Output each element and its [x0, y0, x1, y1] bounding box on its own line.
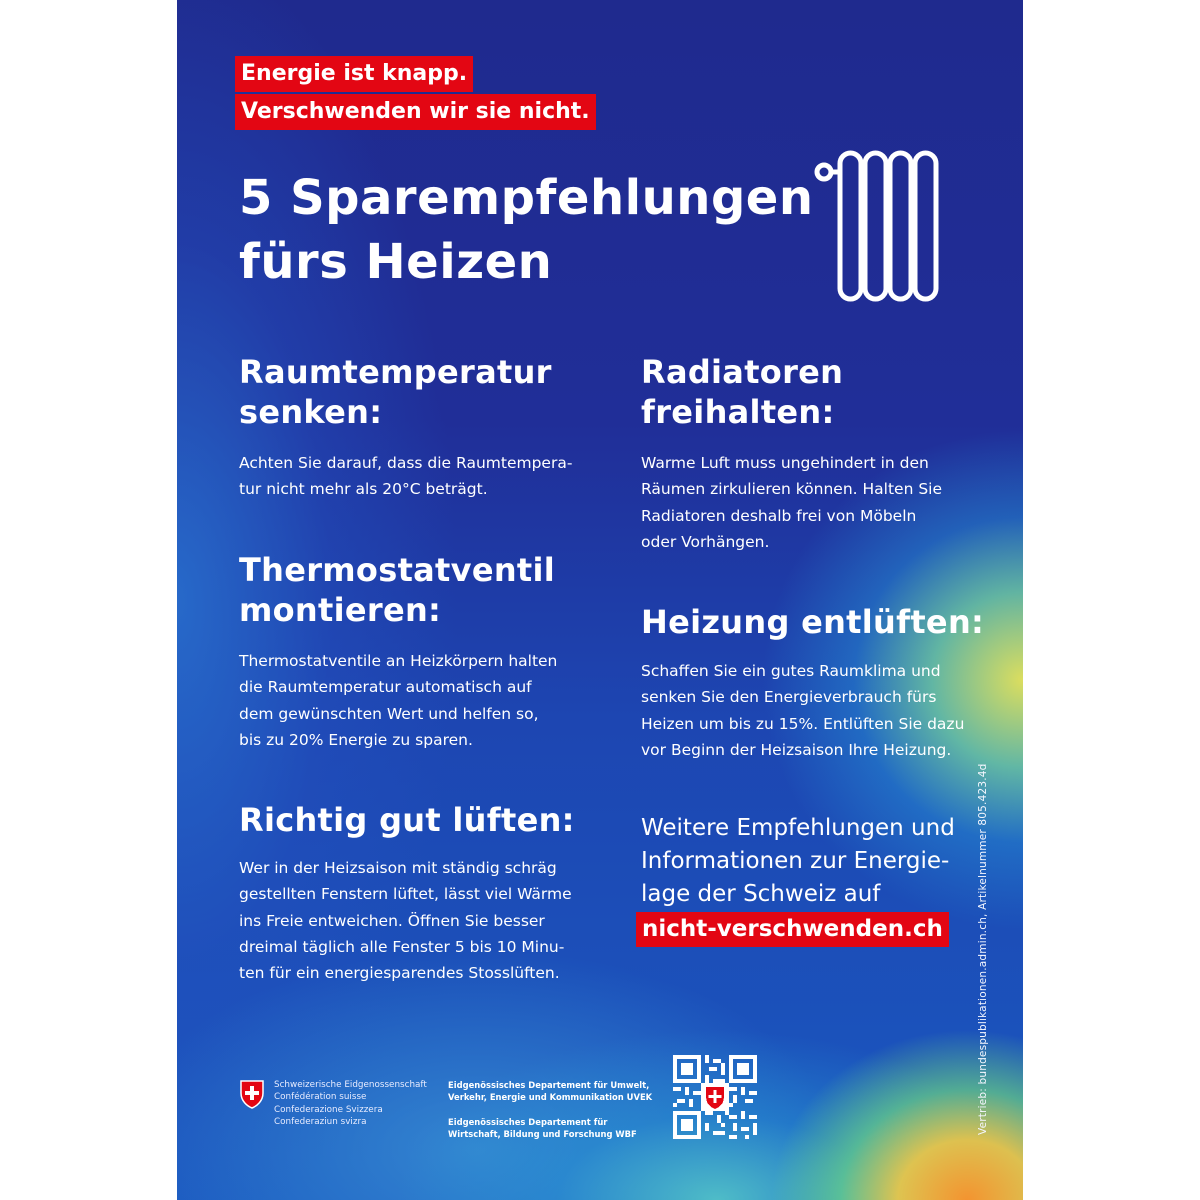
section-heading: Richtig gut lüften:: [239, 801, 575, 839]
title-line-1: 5 Sparempfehlungen: [239, 170, 814, 226]
section-heading: Heizung entlüften:: [641, 603, 985, 641]
page-title: [239, 166, 814, 294]
more-info: Weitere Empfehlungen und Informationen zur Energie- lage der Schweiz auf nicht-verschwenden.ch: [641, 812, 971, 947]
tagline-line-2: Verschwenden wir sie nicht.: [235, 94, 596, 130]
section-heading: Raumtemperatur senken:: [239, 353, 552, 431]
section-text: Achten Sie darauf, dass die Raumtempera- tur nicht mehr als 20°C beträgt.: [239, 454, 573, 499]
qr-code-icon[interactable]: [673, 1055, 757, 1139]
section-thermostatventil: [239, 550, 599, 753]
section-raumtemperatur: [239, 352, 599, 503]
tagline: [235, 56, 596, 132]
section-heizung-entlueften: [641, 602, 1001, 763]
department-uvek: Eidgenössisches Departement für Umwelt, Verkehr, Energie und Kommunikation UVEK: [448, 1080, 653, 1102]
section-heading: Radiatoren freihalten:: [641, 353, 844, 431]
confederation-names: Schweizerische Eidgenossenschaft Confédération suisse Confederazione Svizzera Confederaziun svizra: [274, 1080, 427, 1127]
section-heading: Thermostatventil montieren:: [239, 551, 556, 629]
section-richtig-lueften: [239, 800, 599, 986]
poster: [177, 0, 1023, 1200]
website-link[interactable]: nicht-verschwenden.ch: [636, 912, 949, 947]
swiss-coat-of-arms-icon: [239, 1079, 265, 1109]
title-line-2: fürs Heizen: [239, 234, 553, 290]
department-wbf: Eidgenössisches Departement für Wirtschaft, Bildung und Forschung WBF: [448, 1117, 637, 1139]
section-text: Schaffen Sie ein gutes Raumklima und senken Sie den Energieverbrauch fürs Heizen um bis zu 15%. Entlüften Sie dazu vor Beginn der Heizsaison Ihre Heizung.: [641, 662, 965, 759]
radiator-icon: [810, 148, 960, 308]
distribution-note: Vertrieb: bundespublikationen.admin.ch, Artikelnummer 805.423.4d: [977, 763, 989, 1135]
section-text: Thermostatventile an Heizkörpern halten die Raumtemperatur automatisch auf dem gewünschten Wert und helfen so, bis zu 20% Energie zu sparen.: [239, 652, 558, 749]
tagline-line-1: Energie ist knapp.: [235, 56, 473, 92]
section-radiatoren: [641, 352, 981, 555]
section-text: Wer in der Heizsaison mit ständig schräg gestellten Fenstern lüftet, lässt viel Wärme ins Freie entweichen. Öffnen Sie besser dreimal täglich alle Fenster 5 bis 10 Minu- ten für ein energiesparendes Stosslüften.: [239, 859, 572, 983]
section-text: Warme Luft muss ungehindert in den Räumen zirkulieren können. Halten Sie Radiatoren deshalb frei von Möbeln oder Vorhängen.: [641, 454, 943, 551]
